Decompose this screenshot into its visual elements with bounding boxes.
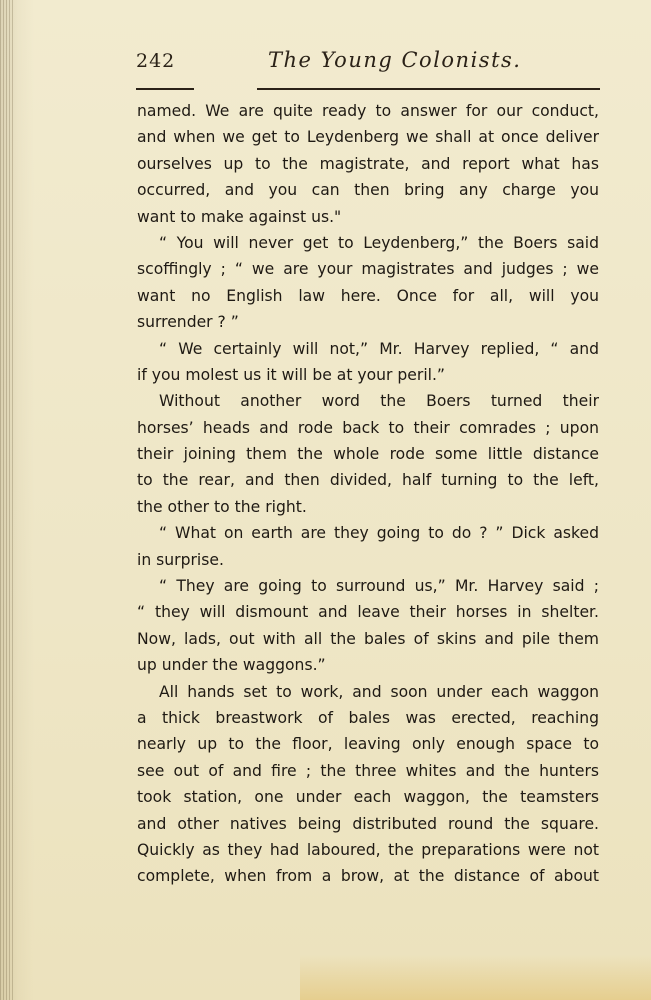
text-line: Now, lads, out with all the bales of skins and pile them [137,629,599,648]
text-line: named. We are quite ready to answer for our conduct, [137,102,599,120]
text-line: “ They are going to surround us,” Mr. Harvey said ; [159,577,599,596]
running-head [136,50,600,80]
text-line: in surprise. [137,550,224,569]
text-line: nearly up to the floor, leaving only enough space to [137,735,599,754]
text-line: All hands set to work, and soon under each waggon [159,682,599,701]
header-rule-right [257,88,600,90]
text-line: to the rear, and then divided, half turning to the left, [137,471,599,490]
page-stain [300,955,651,1000]
text-line: “ they will dismount and leave their horses in shelter. [137,603,599,622]
text-line: up under the waggons.” [137,656,326,675]
text-line: surrender ? ” [137,313,239,332]
binding-gutter [0,0,14,1000]
text-line: “ You will never get to Leydenberg,” the Boers said [159,233,599,252]
text-line: want no English law here. Once for all, will you [137,286,599,305]
header-rule-left [136,88,194,90]
running-title: The Young Colonists. [268,48,522,72]
text-line: ourselves up to the magistrate, and report what has [137,154,599,173]
page-number: 242 [136,50,176,72]
text-line: Without another word the Boers turned their [159,392,599,411]
text-line: want to make against us." [137,207,342,226]
text-line: took station, one under each waggon, the teamsters [137,788,599,807]
text-line: complete, when from a brow, at the distance of about [137,867,599,886]
text-line: occurred, and you can then bring any charge you [137,181,599,200]
text-line: and other natives being distributed round the square. [137,814,599,833]
body-text [137,98,599,890]
text-line: “ We certainly will not,” Mr. Harvey replied, “ and [159,339,599,358]
text-line: see out of and fire ; the three whites and the hunters [137,761,599,780]
text-line: and when we get to Leydenberg we shall at once deliver [137,128,599,147]
text-line: “ What on earth are they going to do ? ” Dick asked [159,524,599,543]
text-line: a thick breastwork of bales was erected, reaching [137,708,599,727]
text-line: horses’ heads and rode back to their comrades ; upon [137,418,599,437]
text-line: Quickly as they had laboured, the preparations were not [137,840,599,859]
text-line: the other to the right. [137,497,307,516]
text-line: if you molest us it will be at your peril.” [137,365,446,384]
text-line: their joining them the whole rode some little distance [137,445,599,464]
text-line: scoffingly ; “ we are your magistrates and judges ; we [137,260,599,279]
